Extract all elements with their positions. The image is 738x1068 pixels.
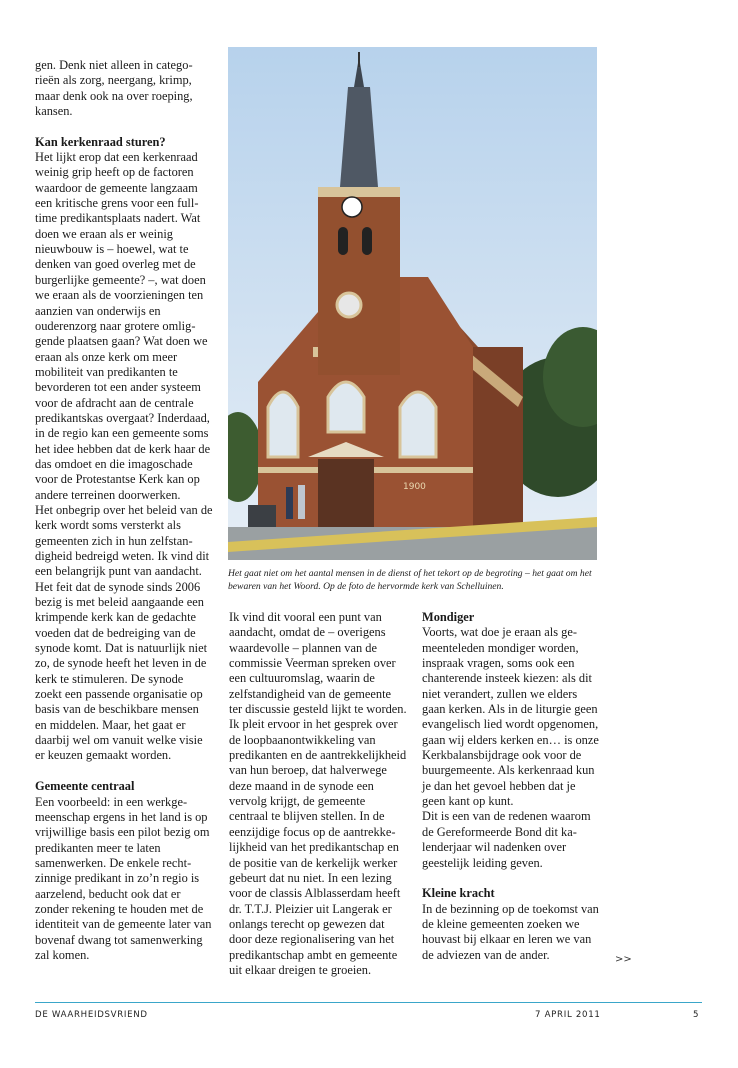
footer-rule (35, 1002, 702, 1003)
article-column-3 (422, 610, 600, 963)
section-heading-mondiger: Mondiger (422, 610, 475, 624)
section-heading-gemeente: Gemeente centraal (35, 779, 135, 794)
paragraph: Voorts, wat doe je eraan als gemeenteleden mondiger worden, inspraak vragen, soms ook een chanterende insteek kiezen: als dit niet verandert, zullen we elders gaan kerken. Als in de liturgie geen evangelisch lied wordt opgenomen, gaan wij elders kerken en… is onze Kerkbalansbijdrage ook voor de buurgemeente. Als kerkenraad kun je dan het gevoel hebben dat je geen kant op kunt. (422, 625, 599, 809)
section-heading-kerkenraad: Kan kerkenraad sturen? (35, 134, 166, 149)
paragraph: Het onbegrip over het beleid van de kerk wordt soms versterkt als gemeenten zich in hun zelfstandigheid bedreigd weten. Ik vind dit een belangrijk punt van aandacht. Het feit dat de synode sinds 2006 bezig is met beleid aangaande een krimpende kerk kan de gedachte voeden dat de bedreiging van de synode komt. Dat is natuurlijk niet zo, de synode heeft het leven in de kerk te stimuleren. De synode zoekt een passende organisatie op basis van de beschikbare mensen en middelen. Maar, het gaat er daarbij wel om vanuit welke visie er keuzen gemaakt worden. (35, 502, 213, 763)
continue-mark: >> (615, 954, 632, 965)
section-heading-kleine-kracht: Kleine kracht (422, 886, 495, 901)
church-photo (228, 47, 597, 560)
footer-magazine-name: DE WAARHEIDSVRIEND (35, 1010, 148, 1020)
article-column-2 (229, 610, 407, 978)
paragraph: In de bezinning op de toekomst van de kleine gemeenten zoeken we houvast bij elkaar en leren we van de adviezen van de ander. (422, 901, 599, 962)
photo-caption: Het gaat niet om het aantal mensen in de dienst of het tekort op de begroting – het gaat om het bewaren van het Woord. Op de foto de hervormde kerk van Schelluinen. (228, 568, 592, 592)
paragraph: Een voorbeeld: in een werkgemeenschap ergens in het land is op vrijwillige basis een pilot bezig om predikanten meer te laten samenwerken. De enkele rechtzinnige predikant in zo’n regio is aarzelend, beducht ook dat er zonder rekening te houden met de identiteit van de gemeente later van bovenaf dwang tot samenwerking zal komen. (35, 794, 212, 962)
paragraph: gen. Denk niet alleen in categorieën als zorg, neergang, krimp, maar denk ook na over roeping, kansen. (35, 58, 193, 119)
paragraph: Het lijkt erop dat een kerkenraad weinig grip heeft op de factoren waardoor de gemeente langzaam een kritische grens voor een fulltime predikantsplaats nadert. Wat doen we eraan als er weinig nieuwbouw is – hoewel, wat te denken van goed overleg met de burgerlijke gemeente? –, wat doen we eraan als de voorzieningen ten aanzien van onderwijs en ouderenzorg naar grotere omliggende plaatsen gaan? Wat doen we eraan als onze kerk om meer mobiliteit van predikanten te bevorderen tot een ander systeem voor de afdracht aan de centrale predikantskas overgaat? Inderdaad, in de regio kan een gemeente soms het idee hebben dat de kerk haar de das omdoet en die imagoschade voor de Protestantse Kerk kan op andere terreinen doorwerken. (35, 150, 211, 502)
footer-date: 7 APRIL 2011 (535, 1010, 601, 1020)
year-plaque: 1900 (403, 482, 426, 492)
article-column-1 (35, 58, 213, 963)
paragraph: Ik vind dit vooral een punt van aandacht, omdat de – overigens waardevolle – plannen van de commissie Veerman spreken over een cultuuromslag, waarin de zelfstandigheid van de gemeente ter discussie gesteld lijkt te worden. Ik pleit ervoor in het gesprek over de loopbaanontwikkeling van predikanten en de aantrekkelijkheid van hun beroep, dat halverwege deze maand in de synode een vervolg krijgt, de gemeente centraal te blijven stellen. In de eenzijdige focus op de aantrekkelijkheid van het predikantschap en de positie van de kerkelijk werker gebeurt dat nu niet. In een lezing voor de classis Alblasserdam heeft dr. T.T.J. Pleizier uit Langerak er onlangs terecht op gewezen dat door deze regionalisering van het predikantschap ambt en gemeente uit elkaar dreigen te groeien. (229, 610, 407, 977)
paragraph: Dit is een van de redenen waarom de Gereformeerde Bond dit kalenderjaar wil nadenken over geestelijk leiding geven. (422, 809, 591, 870)
page-number: 5 (693, 1010, 700, 1020)
